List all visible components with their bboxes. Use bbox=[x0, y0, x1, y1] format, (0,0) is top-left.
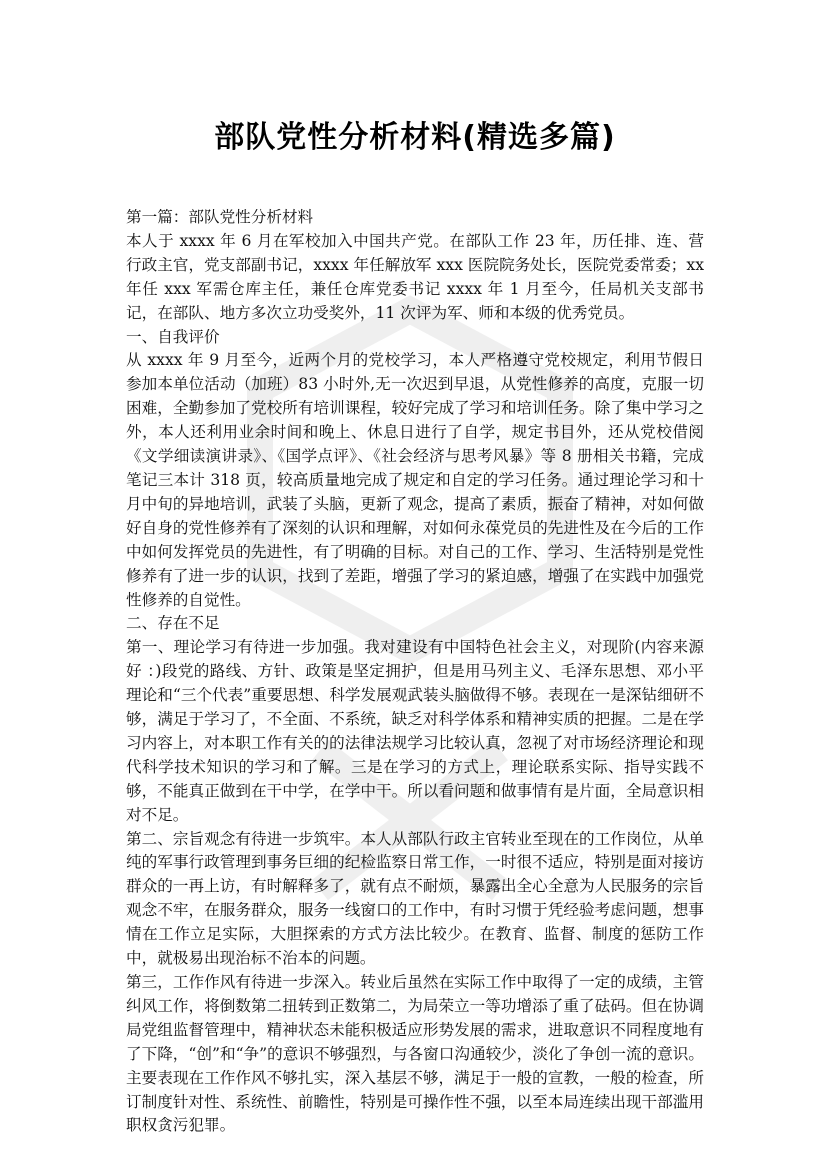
paragraph: 从 xxxx 年 9 月至今，近两个月的党校学习，本人严格遵守党校规定，利用节假日参加本单位活动（加班）83 小时外,无一次迟到早退，从党性修养的高度，克服一切困难，全勤参加了党校所有培训课程，较好完成了学习和培训任务。除了集中学习之外，本人还利用业余时间和晚上、休息日进行了自学，规定书目外，还从党校借阅《文学细读演讲录》、《国学点评》、《社会经济与思考风暴》等 8 册相关书籍，完成笔记三本计 318 页，较高质量地完成了规定和自定的学习任务。通过理论学习和十月中旬的异地培训，武装了头脑，更新了观念，提高了素质，振奋了精神，对如何做好自身的党性修养有了深刻的认识和理解，对如何永葆党员的先进性及在今后的工作中如何发挥党员的先进性，有了明确的目标。对自己的工作、学习、生活特别是党性修养有了进一步的认识，找到了差距，增强了学习的紧迫感，增强了在实践中加强党性修养的自觉性。 bbox=[126, 351, 704, 609]
document-title: 部队党性分析材料(精选多篇) bbox=[214, 120, 616, 155]
paragraph: 第二、宗旨观念有待进一步筑牢。本人从部队行政主官转业至现在的工作岗位，从单纯的军事行政管理到事务巨细的纪检监察日常工作，一时很不适应，特别是面对接访群众的一再上访，有时解释多了，就有点不耐烦，暴露出全心全意为人民服务的宗旨观念不牢，在服务群众，服务一线窗口的工作中，有时习惯于凭经验考虑问题，想事情在工作立足实际，大胆探索的方式方法比较少。在教育、监督、制度的惩防工作中，就极易出现治标不治本的问题。 bbox=[126, 829, 704, 968]
document-body bbox=[126, 206, 704, 1138]
section-title: 第一篇：部队党性分析材料 bbox=[126, 208, 314, 226]
section-heading: 二、存在不足 bbox=[126, 614, 220, 633]
paragraph: 第一、理论学习有待进一步加强。我对建设有中国特色社会主义，对现阶(内容来源好 ：)段党的路线、方针、政策是坚定拥护，但是用马列主义、毛泽东思想、邓小平理论和“三个代表”重要思想、科学发展观武装头脑做得不够。表现在一是深钻细研不够，满足于学习了，不全面、不系统，缺乏对科学体系和精神实质的把握。二是在学习内容上，对本职工作有关的的法律法规学习比较认真，忽视了对市场经济理论和现代科学技术知识的学习和了解。三是在学习的方式上，理论联系实际、指导实践不够，不能真正做到在干中学，在学中干。所以看问题和做事情有是片面，全局意识相对不足。 bbox=[126, 638, 704, 824]
paragraph: 本人于 xxxx 年 6 月在军校加入中国共产党。在部队工作 23 年，历任排、连、营行政主官，党支部副书记，xxxx 年任解放军 xxx 医院院务处长，医院党委常委；xx 年任 xxx 军需仓库主任，兼任仓库党委书记 xxxx 年 1 月至今，任局机关支部书记，在部队、地方多次立功受奖外，11 次评为军、师和本级的优秀党员。 bbox=[126, 231, 704, 322]
paragraph: 第三，工作作风有待进一步深入。转业后虽然在实际工作中取得了一定的成绩，主管纠风工作，将倒数第二扭转到正数第二，为局荣立一等功增添了重了砝码。但在协调局党组监督管理中，精神状态未能积极适应形势发展的需求，进取意识不同程度地有了下降，“创”和“争”的意识不够强烈，与各窗口沟通较少，淡化了争创一流的意识。主要表现在工作作风不够扎实，深入基层不够，满足于一般的宣教，一般的检查，所订制度针对性、系统性、前瞻性，特别是可操作性不强，以至本局连续出现干部滥用职权贪污犯罪。 bbox=[126, 973, 704, 1135]
section-heading: 一、自我评价 bbox=[126, 327, 220, 346]
